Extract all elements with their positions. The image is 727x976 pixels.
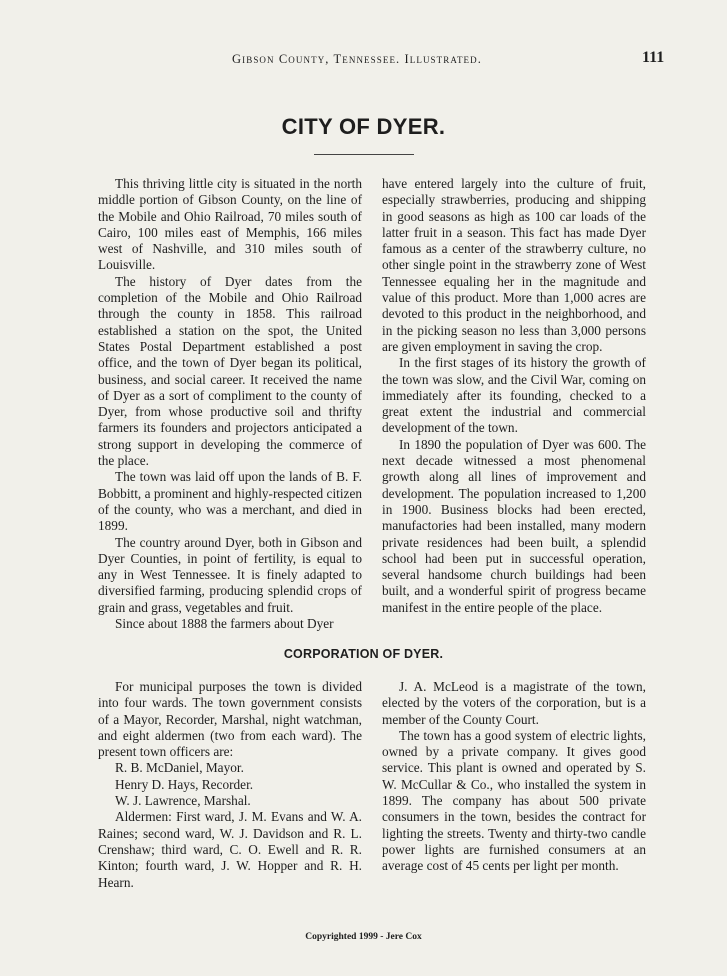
paragraph: This thriving little city is situated in the north middle portion of Gibson County, on the line of the Mobile and Ohio Railroad, 70 miles south of Cairo, 100 miles east of Memphis, 166 miles west of Nashville, and 310 miles south of Louisville. xyxy=(98,176,362,273)
officer-line: R. B. McDaniel, Mayor. xyxy=(115,760,244,776)
lower-left-column xyxy=(98,679,362,891)
page-title: CITY OF DYER. xyxy=(281,114,446,139)
upper-right-column xyxy=(382,176,646,616)
paragraph: Aldermen: First ward, J. M. Evans and W. A. Raines; second ward, W. J. Davidson and R. L. Crenshaw; third ward, C. O. Ewell and R. R. Kinton; fourth ward, J. W. Hopper and R. H. Hearn. xyxy=(98,809,362,890)
title-rule xyxy=(314,154,414,155)
paragraph: Since about 1888 the farmers about Dyer xyxy=(115,616,334,632)
running-title: Gibson County, Tennessee. Illustrated. xyxy=(232,52,482,66)
upper-left-column xyxy=(98,176,362,632)
copyright-notice: Copyrighted 1999 - Jere Cox xyxy=(305,932,422,942)
paragraph: For municipal purposes the town is divided into four wards. The town government consists of a Mayor, Recorder, Marshal, night watchman, and eight aldermen (two from each ward). The present town officers are: xyxy=(98,679,362,760)
officer-line: Henry D. Hays, Recorder. xyxy=(115,776,254,792)
section-heading: CORPORATION OF DYER. xyxy=(283,647,444,661)
page-number: 111 xyxy=(642,49,665,66)
paragraph: The town has a good system of electric lights, owned by a private company. It gives good service. This plant is owned and operated by S. W. McCullar & Co., who installed the system in 1899. The company has about 500 private consumers in the town, besides the contract for lighting the streets. Twenty and thirty-two candle power lights are furnished consumers at an average cost of 45 cents per light per month. xyxy=(382,727,646,874)
lower-right-column xyxy=(382,679,646,875)
paragraph: have entered largely into the culture of fruit, especially strawberries, producing and shipping in good seasons as high as 100 car loads of the latter fruit in a season. This fact has made Dyer famous as a center of the strawberry culture, no other single point in the strawberry zone of West Tennessee equaling her in the magnitude and value of this product. More than 1,000 acres are devoted to this product in the neighborhood, and in the picking season no less than 3,000 persons are given employment in saving the crop. xyxy=(382,176,646,354)
paragraph: The history of Dyer dates from the completion of the Mobile and Ohio Railroad through the county in 1858. This railroad established a station on the spot, the United States Postal Department established a post office, and the town of Dyer began its political, business, and social career. It received the name of Dyer as a sort of compliment to the county of Dyer, from whose productive soil and thrifty farmers its founders and projectors anticipated a strong support in developing the commerce of the place. xyxy=(98,273,362,469)
paragraph: J. A. McLeod is a magistrate of the town, elected by the voters of the corporation, but is a member of the County Court. xyxy=(382,679,646,727)
paragraph: The country around Dyer, both in Gibson and Dyer Counties, in point of fertility, is equal to any in West Tennessee. It is finely adapted to diversified farming, producing splendid crops of grain and grass, vegetables and fruit. xyxy=(98,534,362,615)
running-head xyxy=(0,49,727,69)
paragraph: The town was laid off upon the lands of B. F. Bobbitt, a prominent and highly-respected citizen of the county, who was a merchant, and died in 1899. xyxy=(98,469,362,534)
paragraph: In 1890 the population of Dyer was 600. The next decade witnessed a most phenomenal growth along all lines of improvement and development. The population increased to 1,200 in 1900. Business blocks had been erected, manufactories had been installed, many modern private residences had been built, a splendid school had been put in successful operation, several handsome church buildings had been built, and a wonderful spirit of progress became manifest in the entire people of the place. xyxy=(382,436,646,615)
paragraph: In the first stages of its history the growth of the town was slow, and the Civil War, coming on immediately after its founding, checked to a great extent the industrial and commercial development of the town. xyxy=(382,355,646,436)
officer-line: W. J. Lawrence, Marshal. xyxy=(115,793,251,809)
